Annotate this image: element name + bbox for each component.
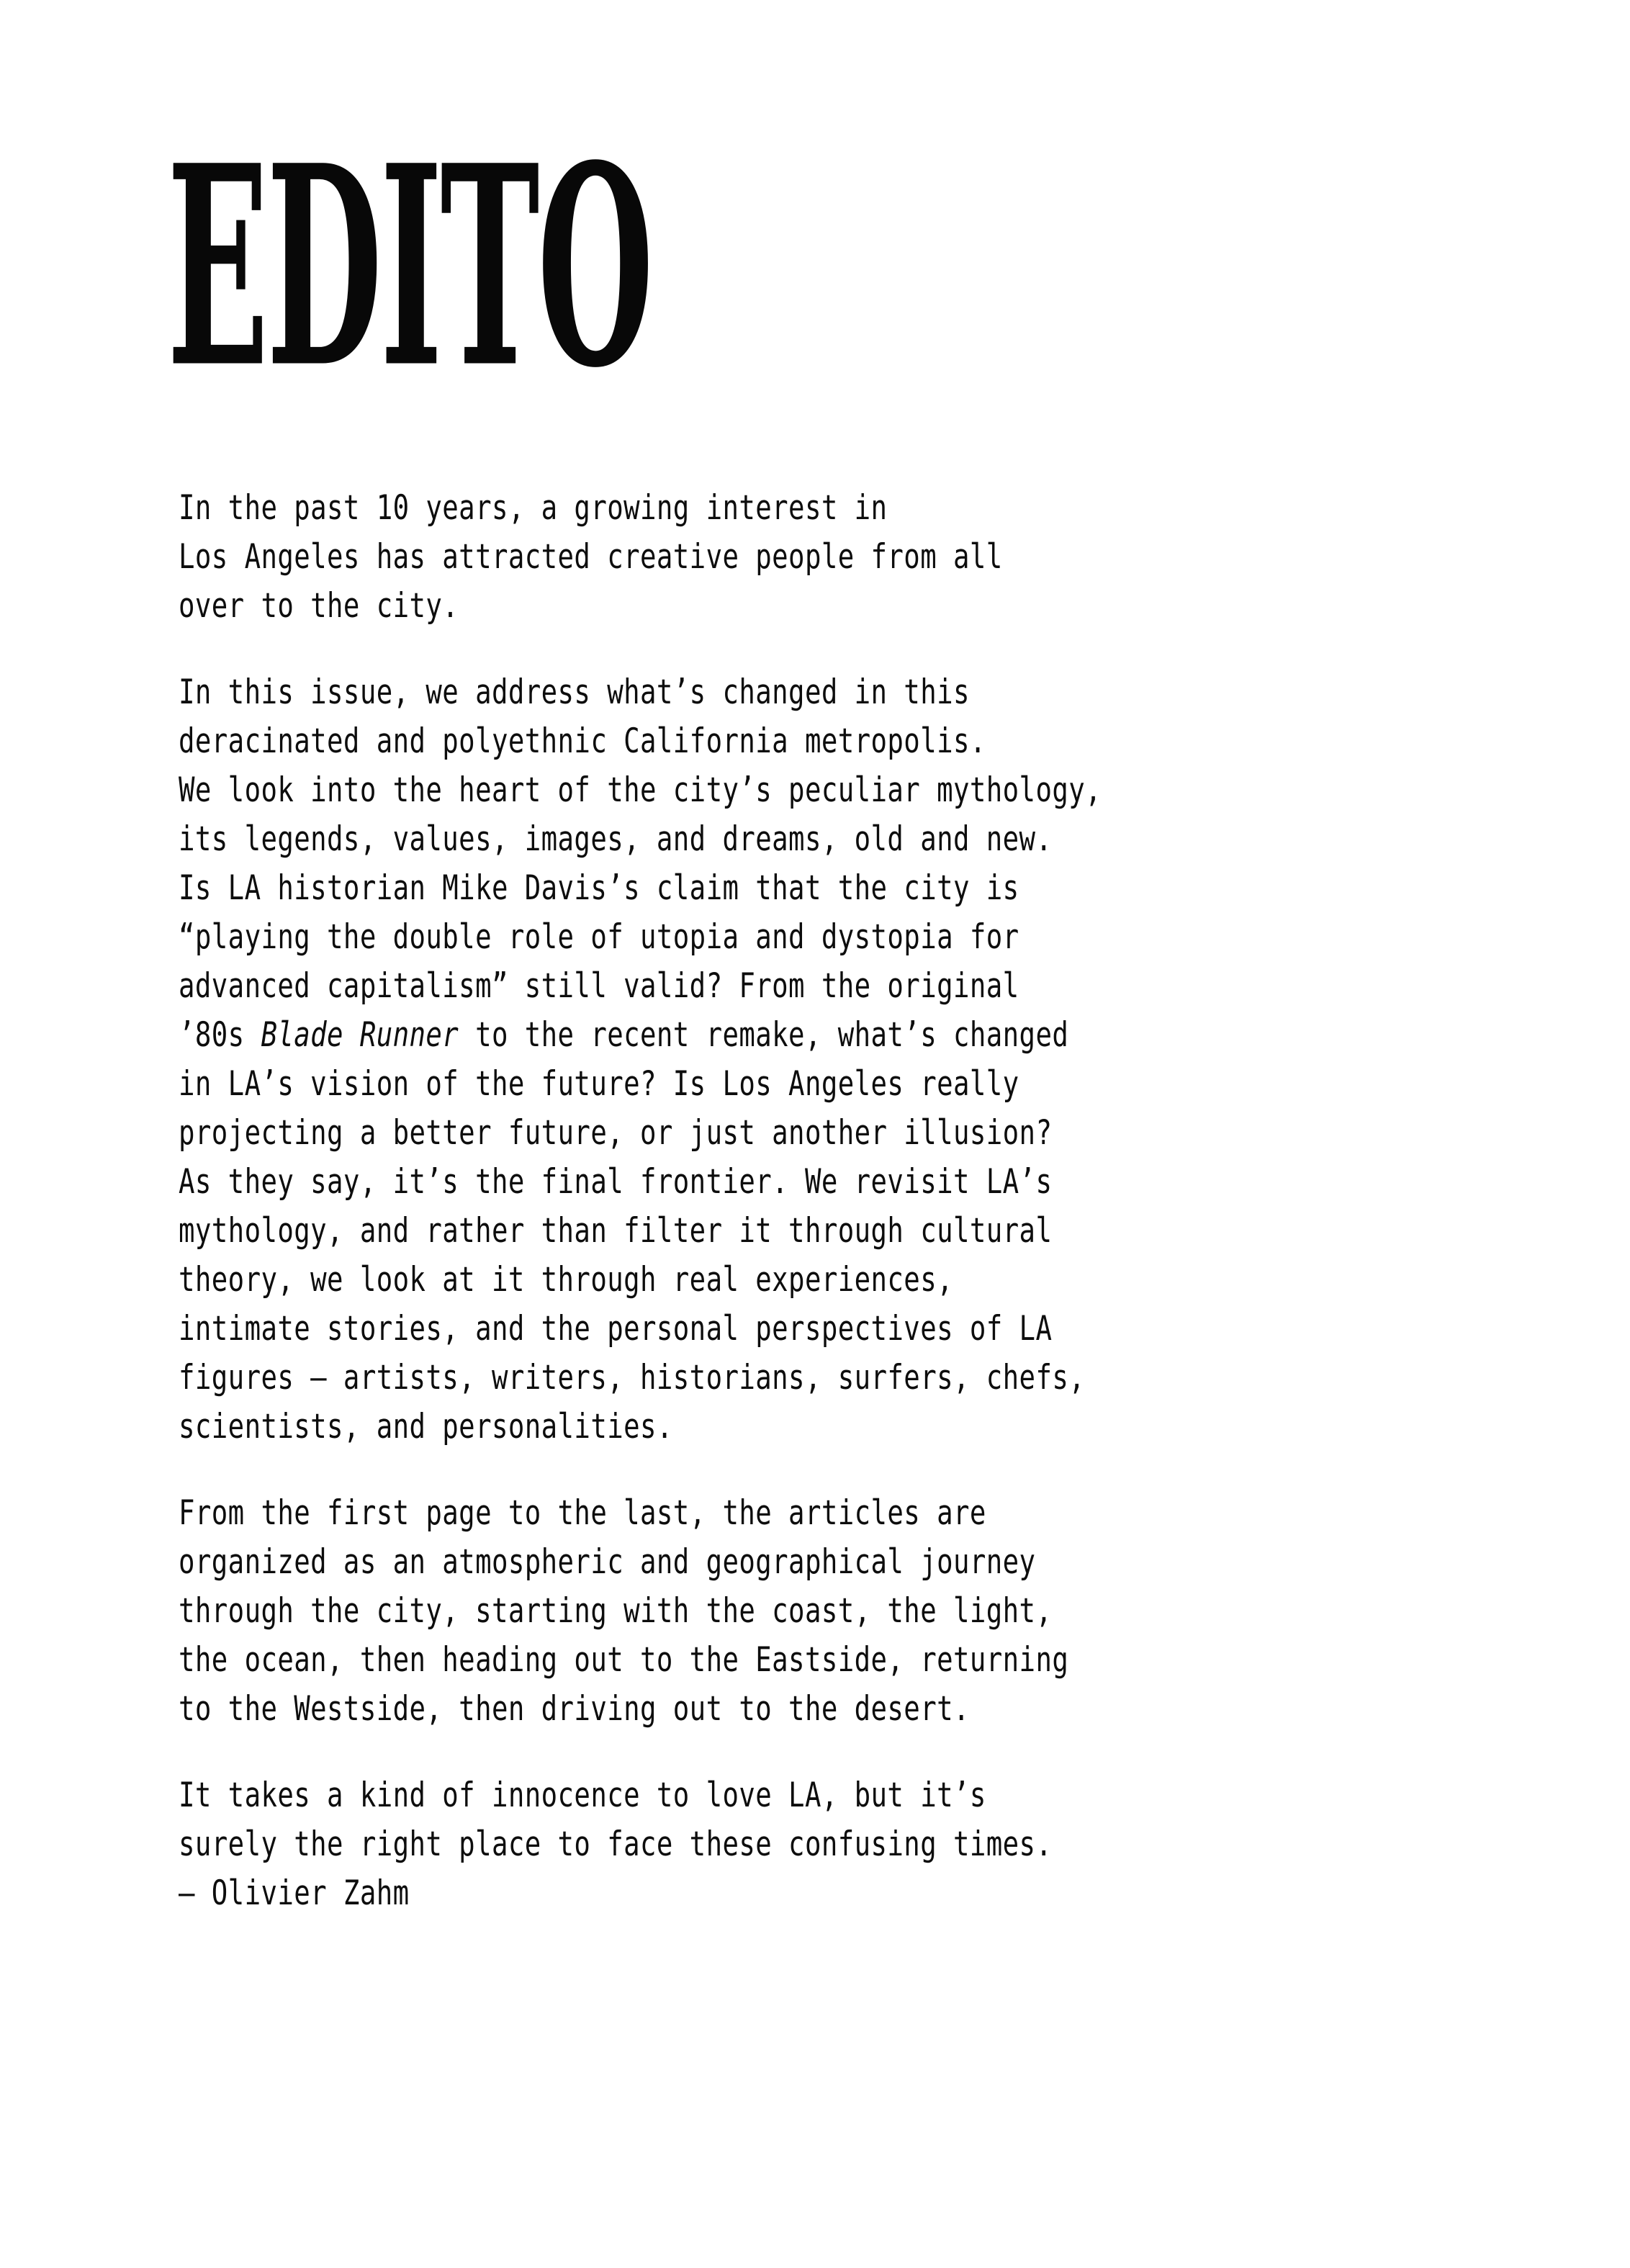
text-line: Is LA historian Mike Davis’s claim that the city is bbox=[179, 868, 1019, 908]
paragraph bbox=[179, 484, 1590, 631]
signature-block bbox=[179, 1869, 1590, 1918]
text-line: “playing the double role of utopia and dystopia for bbox=[179, 917, 1019, 957]
text-line: As they say, it’s the final frontier. We revisit LA’s bbox=[179, 1162, 1053, 1202]
text-line: surely the right place to face these confusing times. bbox=[179, 1824, 1053, 1864]
text-line: the ocean, then heading out to the Eastside, returning bbox=[179, 1640, 1069, 1680]
text-line: advanced capitalism” still valid? From the original bbox=[179, 966, 1019, 1006]
text-line: in LA’s vision of the future? Is Los Angeles really bbox=[179, 1064, 1019, 1104]
text-line: We look into the heart of the city’s peculiar mythology, bbox=[179, 770, 1102, 810]
text-line: In the past 10 years, a growing interest in bbox=[179, 488, 888, 528]
paragraph bbox=[179, 1771, 1590, 1869]
text-line: In this issue, we address what’s changed in this bbox=[179, 672, 970, 712]
text-line: intimate stories, and the personal perspectives of LA bbox=[179, 1309, 1053, 1349]
text-line: theory, we look at it through real experiences, bbox=[179, 1260, 953, 1300]
text-line: scientists, and personalities. bbox=[179, 1407, 673, 1446]
author-signature: — Olivier Zahm bbox=[179, 1873, 410, 1913]
text-line: ’80s Blade Runner to the recent remake, what’s changed bbox=[179, 1015, 1069, 1055]
paragraph bbox=[179, 1489, 1590, 1734]
text-line: mythology, and rather than filter it through cultural bbox=[179, 1211, 1053, 1251]
text-line: deracinated and polyethnic California metropolis. bbox=[179, 721, 986, 761]
editorial-body bbox=[179, 484, 1590, 1918]
paragraph-list bbox=[179, 484, 1590, 1869]
film-title-italic: Blade Runner bbox=[261, 1015, 459, 1055]
text-line: its legends, values, images, and dreams, old and new. bbox=[179, 819, 1053, 859]
text-line: through the city, starting with the coast, the light, bbox=[179, 1591, 1053, 1631]
text-line: to the Westside, then driving out to the desert. bbox=[179, 1689, 970, 1729]
text-line: It takes a kind of innocence to love LA, but it’s bbox=[179, 1776, 986, 1815]
page-title: EDITO bbox=[167, 105, 652, 428]
paragraph bbox=[179, 668, 1590, 1452]
text-line: figures — artists, writers, historians, surfers, chefs, bbox=[179, 1358, 1086, 1398]
text-line: Los Angeles has attracted creative people from all bbox=[179, 537, 1003, 577]
text-line: projecting a better future, or just another illusion? bbox=[179, 1113, 1053, 1153]
masthead bbox=[167, 105, 1463, 428]
text-line: over to the city. bbox=[179, 586, 459, 626]
text-line: organized as an atmospheric and geographical journey bbox=[179, 1542, 1036, 1582]
text-line: From the first page to the last, the articles are bbox=[179, 1493, 986, 1533]
